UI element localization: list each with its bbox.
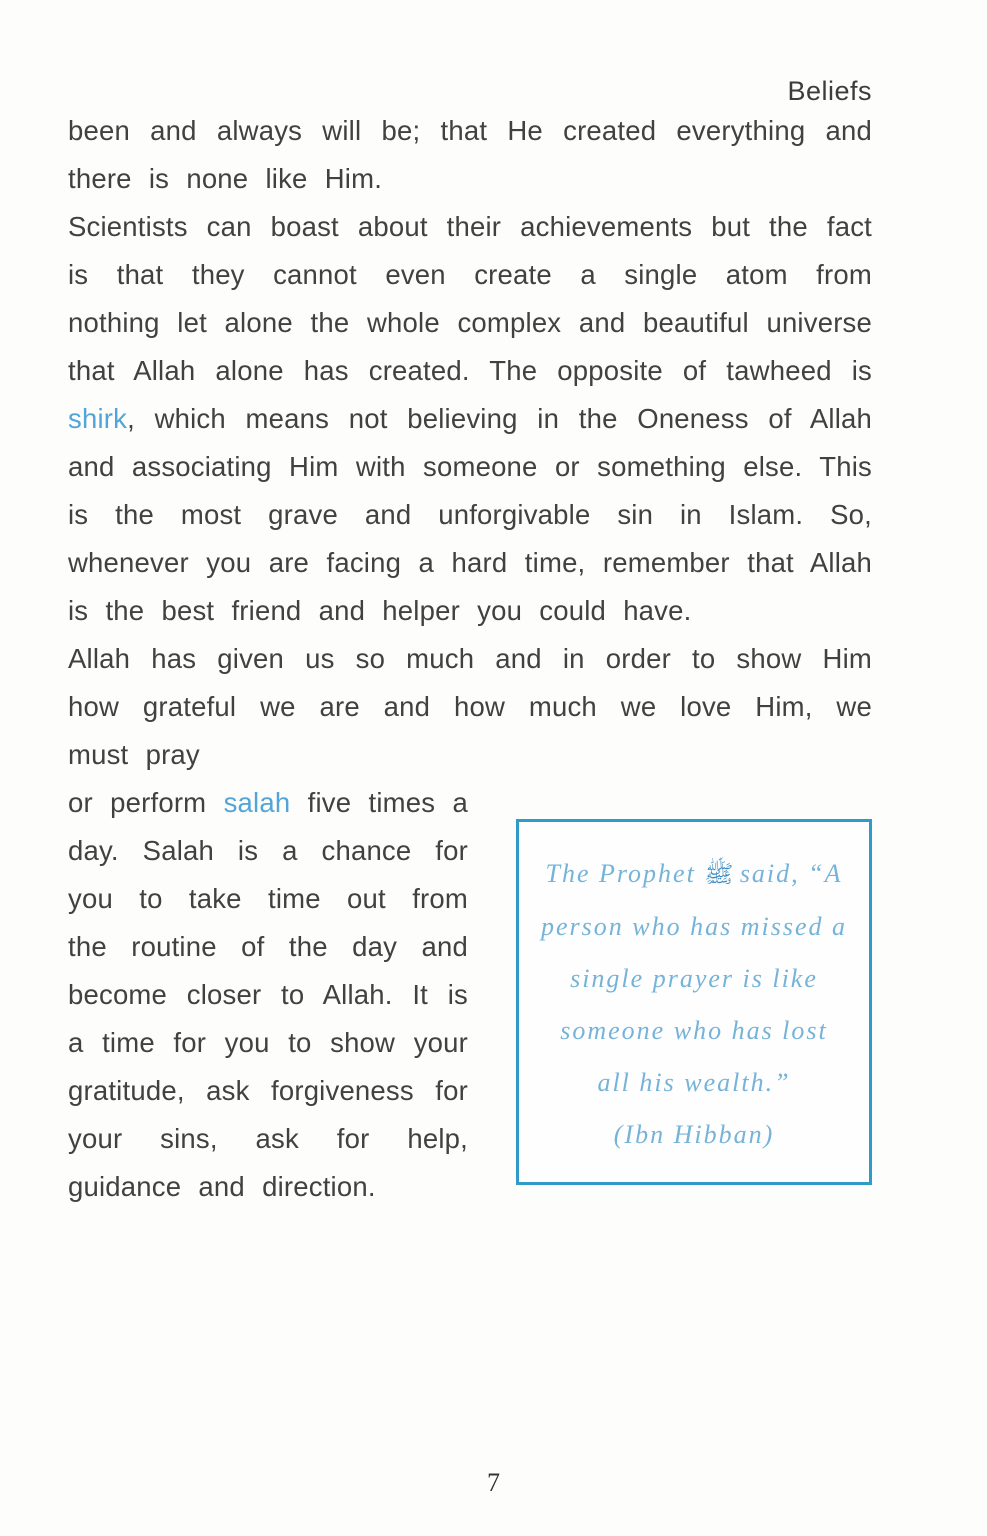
hadith-quote-box: [516, 819, 872, 1185]
hadith-quote-body: said, “A person who has missed a single prayer is like someone who has lost all his wealth.”: [541, 859, 848, 1097]
paragraph-salah-text-before: or perform: [68, 787, 224, 818]
paragraph-opening-text: been and always will be; that He created everything and there is none like Him.: [68, 115, 872, 194]
paragraph-gratitude-intro: [68, 635, 872, 779]
paragraph-salah-continued: [68, 779, 468, 1211]
pbuh-calligraphy-icon: ﷺ: [704, 862, 734, 888]
paragraph-opening: [68, 107, 872, 203]
term-salah: salah: [223, 787, 291, 818]
paragraph-scientists-text-after: , which means not believing in the Oneness of Allah and associating Him with someone or something else. This is the most grave and unforgivable sin in Islam. So, whenever you are facing a hard time, remember that Allah is the best friend and helper you could have.: [68, 403, 872, 626]
hadith-quote-prefix: The Prophet: [545, 859, 705, 888]
paragraph-scientists-text-before: Scientists can boast about their achievements but the fact is that they cannot even create a single atom from nothing let alone the whole complex and beautiful universe that Allah alone has created. The opposite of tawheed is: [68, 211, 872, 386]
page-number: 7: [487, 1468, 500, 1497]
hadith-quote-text: [541, 848, 847, 1109]
paragraph-scientists: [68, 203, 872, 635]
text-and-quote-row: [68, 779, 872, 1211]
term-shirk: shirk: [68, 403, 128, 434]
paragraph-salah-text-after: five times a day. Salah is a chance for you to take time out from the routine of the day and become closer to Allah. It is a time for you to show your gratitude, ask forgiveness for your sins, ask for help, guidance and direction.: [68, 787, 468, 1202]
paragraph-gratitude-intro-text: Allah has given us so much and in order to show Him how grateful we are and how much we love Him, we must pray: [68, 643, 872, 770]
hadith-quote-source: (Ibn Hibban): [613, 1120, 775, 1149]
running-header: Beliefs: [787, 76, 872, 106]
page-content: [68, 0, 872, 1211]
